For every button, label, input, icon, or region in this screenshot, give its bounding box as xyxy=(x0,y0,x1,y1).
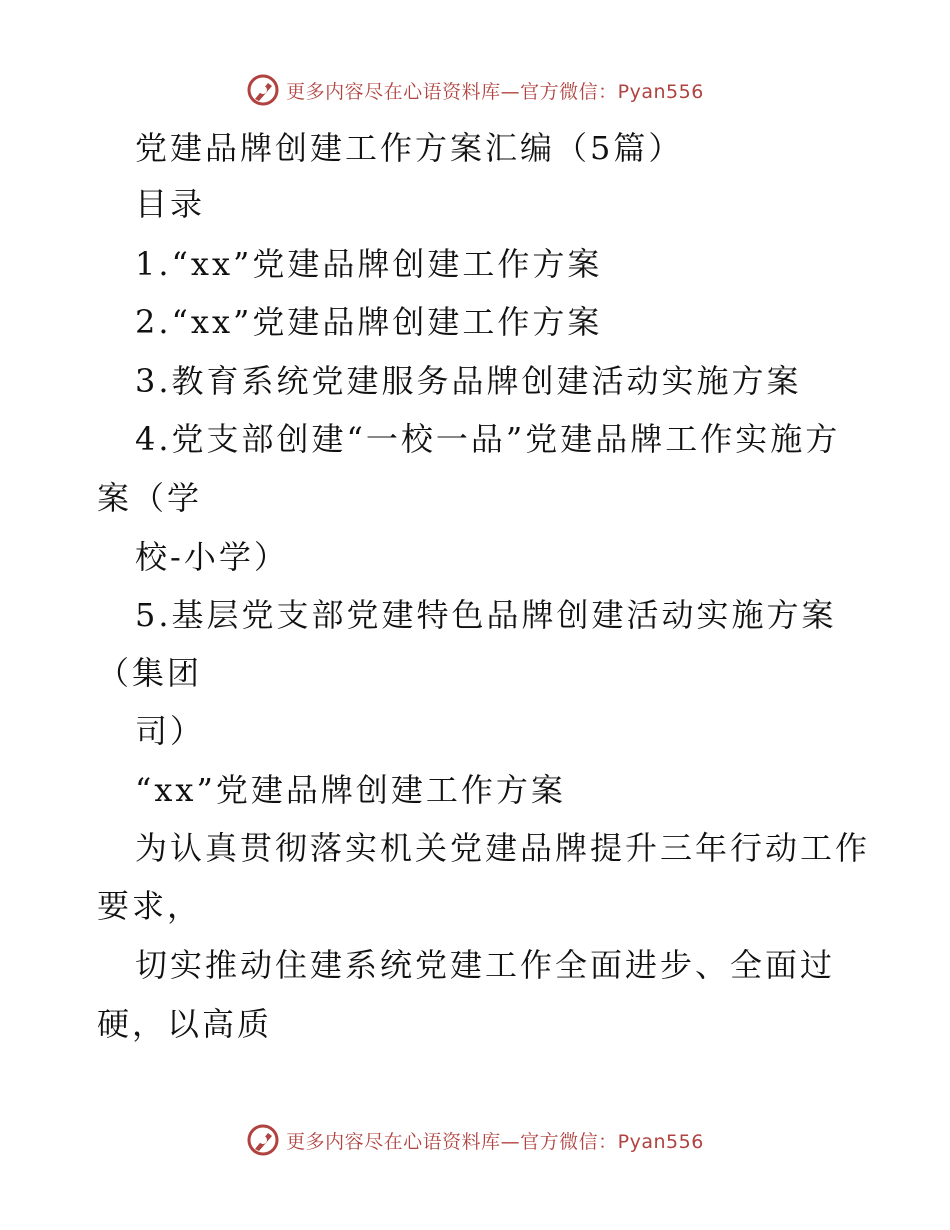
toc-item-1: 1.“xx”党建品牌创建工作方案 xyxy=(135,245,603,283)
footer-watermark xyxy=(0,1120,950,1160)
toc-item-3: 3.教育系统党建服务品牌创建活动实施方案 xyxy=(135,362,802,400)
toc-item-2: 2.“xx”党建品牌创建工作方案 xyxy=(135,303,603,341)
header-watermark xyxy=(0,70,950,110)
toc-item-5: 5.基层党支部党建特色品牌创建活动实施方案 xyxy=(135,596,837,634)
paragraph-line-2: 要求， xyxy=(97,887,203,925)
section-heading: “xx”党建品牌创建工作方案 xyxy=(135,771,566,809)
toc-item-5-cont-2: 司） xyxy=(135,712,206,750)
toc-heading: 目录 xyxy=(135,185,206,223)
toc-item-4: 4.党支部创建“一校一品”党建品牌工作实施方 xyxy=(135,420,841,458)
document-title: 党建品牌创建工作方案汇编（5篇） xyxy=(135,129,684,167)
pen-logo-icon xyxy=(246,1123,280,1157)
toc-item-4-cont: 案（学 xyxy=(97,479,203,517)
paragraph-line-4: 硬，以高质 xyxy=(97,1005,273,1043)
paragraph-line-1: 为认真贯彻落实机关党建品牌提升三年行动工作 xyxy=(135,829,871,867)
toc-item-5-cont: （集团 xyxy=(97,654,203,692)
header-banner-text: 更多内容尽在心语资料库—官方微信：Pyan556 xyxy=(286,80,704,103)
paragraph-line-3: 切实推动住建系统党建工作全面进步、全面过 xyxy=(135,946,836,984)
toc-item-4-cont-2: 校-小学） xyxy=(135,538,289,576)
pen-logo-icon xyxy=(246,73,280,107)
footer-banner-text: 更多内容尽在心语资料库—官方微信：Pyan556 xyxy=(286,1130,704,1153)
